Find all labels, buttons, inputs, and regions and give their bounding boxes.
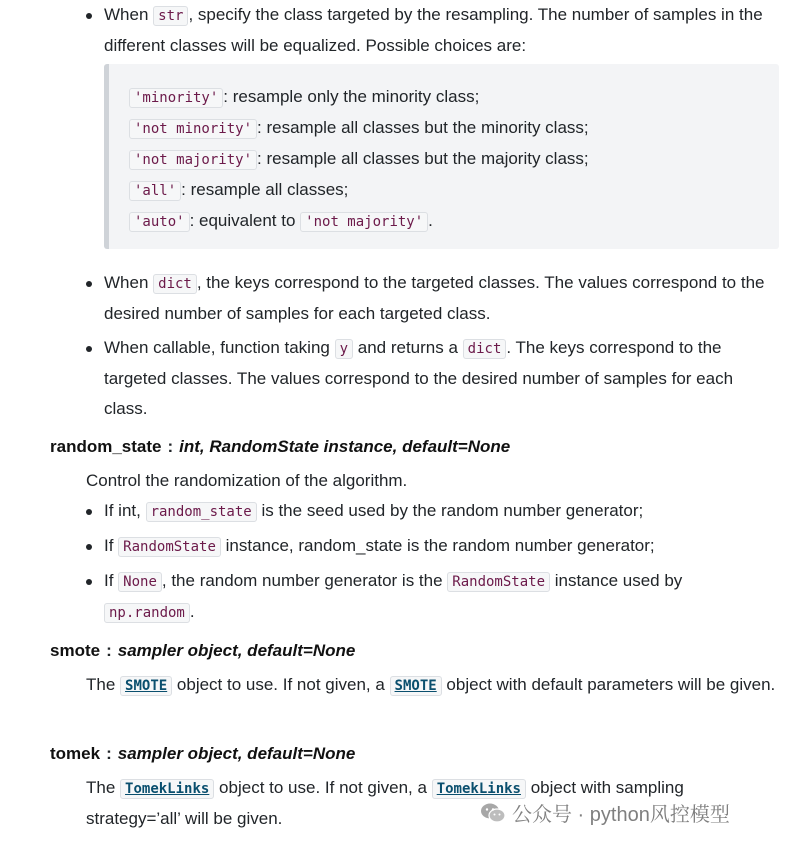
wechat-icon xyxy=(480,802,506,824)
choice-not-minority: 'not minority' : resample all classes but the minority class; xyxy=(129,113,779,144)
param-smote: smote : sampler object, default=None xyxy=(50,641,356,660)
code-str: str xyxy=(153,6,188,26)
tomeklinks-link-2[interactable]: TomekLinks xyxy=(432,779,526,799)
list-item-callable: When callable, function taking y and returns a dict . The keys correspond to the targeted classes. The values correspond to the desired number of samples for each class. xyxy=(104,333,774,424)
param-tomek: tomek : sampler object, default=None xyxy=(50,744,356,763)
list-item-rs-instance: If RandomState instance, random_state is the random number generator; xyxy=(104,531,744,562)
random-state-description: Control the randomization of the algorithm. xyxy=(86,471,408,490)
choice-all: 'all' : resample all classes; xyxy=(129,175,779,206)
random-state-list xyxy=(104,496,744,632)
list-item-rs-none: If None , the random number generator is the RandomState instance used by np.random . xyxy=(104,566,744,628)
choices-block xyxy=(104,64,779,249)
smote-description: The SMOTE object to use. If not given, a SMOTE object with default parameters will be given. xyxy=(86,675,776,694)
list-item-rs-int: If int, random_state is the seed used by the random number generator; xyxy=(104,496,744,527)
choice-not-majority: 'not majority' : resample all classes but the majority class; xyxy=(129,144,779,175)
choice-auto: 'auto' : equivalent to 'not majority' . xyxy=(129,206,779,237)
sampling-strategy-list xyxy=(104,0,774,61)
sampling-strategy-list-2 xyxy=(104,268,774,428)
smote-link[interactable]: SMOTE xyxy=(120,676,172,696)
list-item-str: When str , specify the class targeted by the resampling. The number of samples in the different classes will be equalized. Possible choices are: xyxy=(104,0,774,61)
tomeklinks-link[interactable]: TomekLinks xyxy=(120,779,214,799)
list-item-dict: When dict , the keys correspond to the targeted classes. The values correspond to the desired number of samples for each targeted class. xyxy=(104,268,774,329)
choice-minority: 'minority' : resample only the minority class; xyxy=(129,82,779,113)
param-random-state: random_state : int, RandomState instance, default=None xyxy=(50,437,511,456)
smote-link-2[interactable]: SMOTE xyxy=(390,676,442,696)
watermark xyxy=(480,798,730,827)
tomek-description: The TomekLinks object to use. If not given, a TomekLinks object with sampling strategy=’all’ will be given. xyxy=(86,778,684,828)
watermark-text: 公众号 · python风控模型 xyxy=(512,804,730,826)
